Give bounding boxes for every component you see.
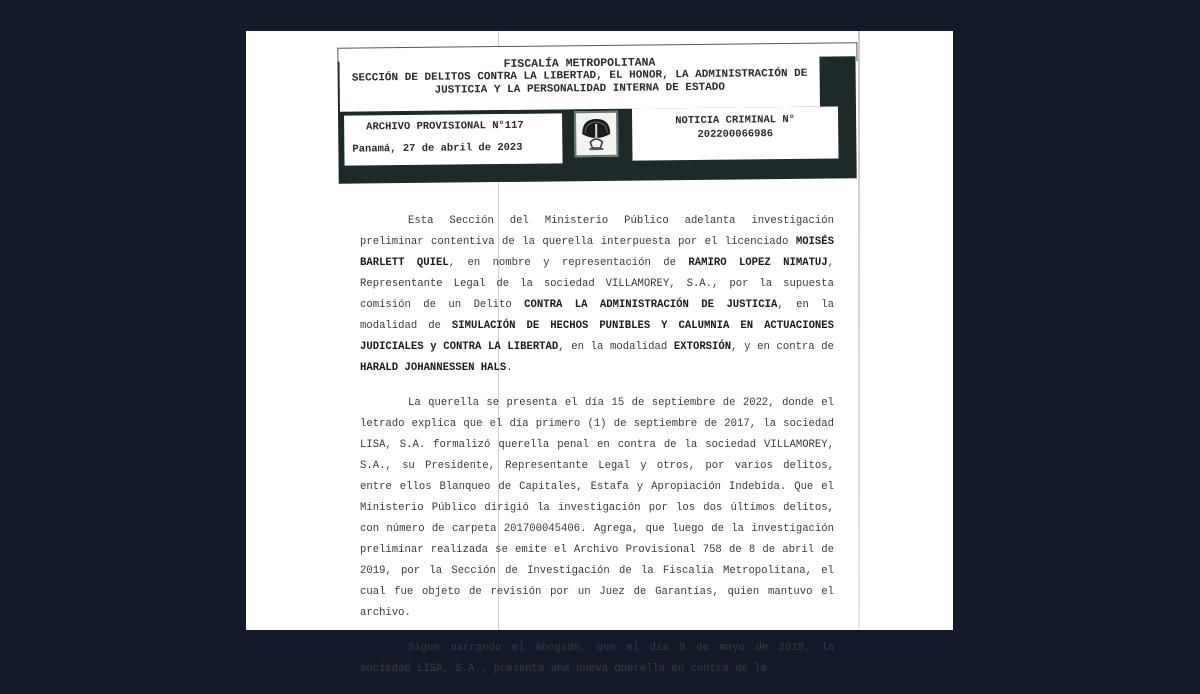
noticia-criminal-box	[632, 106, 839, 160]
text-segment: , y en contra de	[731, 341, 835, 353]
scan-edge	[858, 31, 860, 630]
scanned-document-page	[246, 31, 953, 675]
bold-segment: EXTORSIÓN	[673, 341, 732, 353]
institution-title: FISCALÍA METROPOLITANA	[503, 56, 656, 71]
noticia-label: NOTICIA CRIMINAL N°	[675, 113, 796, 128]
archivo-number: ARCHIVO PROVISIONAL N°117	[366, 119, 524, 134]
bold-segment: RAMIRO LOPEZ NIMATUJ	[688, 257, 828, 269]
coat-of-arms-icon	[574, 111, 618, 157]
document-header	[337, 34, 859, 187]
text-segment: La querella se presenta el día 15 de septiembre de 2022, donde el letrado explica que el día primero (1) de septiembre de 2017, la sociedad LISA, S.A. formalizó querella penal en contra de la sociedad VILLAMOREY, S.A., su Presidente, Representante Legal y otros, por varios delitos, entre ellos Blanqueo de Capitales, Estafa y Apropiación Indebida. Que el Ministerio Público dirigió la investigación por los dos últimos delitos, con número de carpeta 201700045406. Agrega, que luego de la investigación preliminar realizada se emite el Archivo Provisional 758 de 8 de abril de 2019, por la Sección de Investigación de la Fiscalia Metropolitana, el cual fue objeto de revisión por un Juez de Garantías, quien mantuvo el archivo.	[360, 397, 834, 619]
document-date: Panamá, 27 de abril de 2023	[352, 141, 523, 156]
archivo-box	[344, 113, 563, 165]
section-line-2: JUSTICIA Y LA PERSONALIDAD INTERNA DE ESTADO	[434, 81, 726, 97]
text-segment: , en la modalidad de	[360, 299, 834, 332]
document-body	[360, 211, 834, 694]
text-segment: , en nombre y representación de	[448, 257, 689, 269]
bold-segment: HARALD JOHANNESSEN HALS	[360, 362, 507, 374]
noticia-number: 202200066986	[697, 128, 774, 141]
text-segment: , en la modalidad	[558, 341, 674, 353]
paragraph	[360, 393, 834, 624]
paragraph	[360, 638, 834, 680]
bold-segment: CONTRA LA ADMINISTRACIÓN DE JUSTICIA	[524, 299, 778, 311]
paragraph	[360, 211, 834, 379]
section-line-1: SECCIÓN DE DELITOS CONTRA LA LIBERTAD, EL HONOR, LA ADMINISTRACIÓN DE	[351, 67, 808, 85]
text-segment: Esta Sección del Ministerio Público adelanta investigación preliminar contentiva de la querella interpuesta por el licenciado	[360, 215, 834, 248]
bold-segment: MOISÉS BARLETT QUIEL	[360, 236, 834, 269]
header-title-box	[339, 51, 820, 112]
bold-segment: SIMULACIÓN DE HECHOS PUNIBLES Y CALUMNIA EN ACTUACIONES JUDICIALES y CONTRA LA LIBERTAD	[360, 320, 834, 353]
text-segment: Sigue narrando el abogado, que el día 9 de mayo de 2018, la sociedad LISA, S.A., presenta una nueva querella en contra de la	[360, 642, 834, 675]
text-segment: , Representante Legal de la sociedad VILLAMOREY, S.A., por la supuesta comisión de un Delito	[360, 257, 834, 311]
text-segment: .	[506, 362, 513, 374]
